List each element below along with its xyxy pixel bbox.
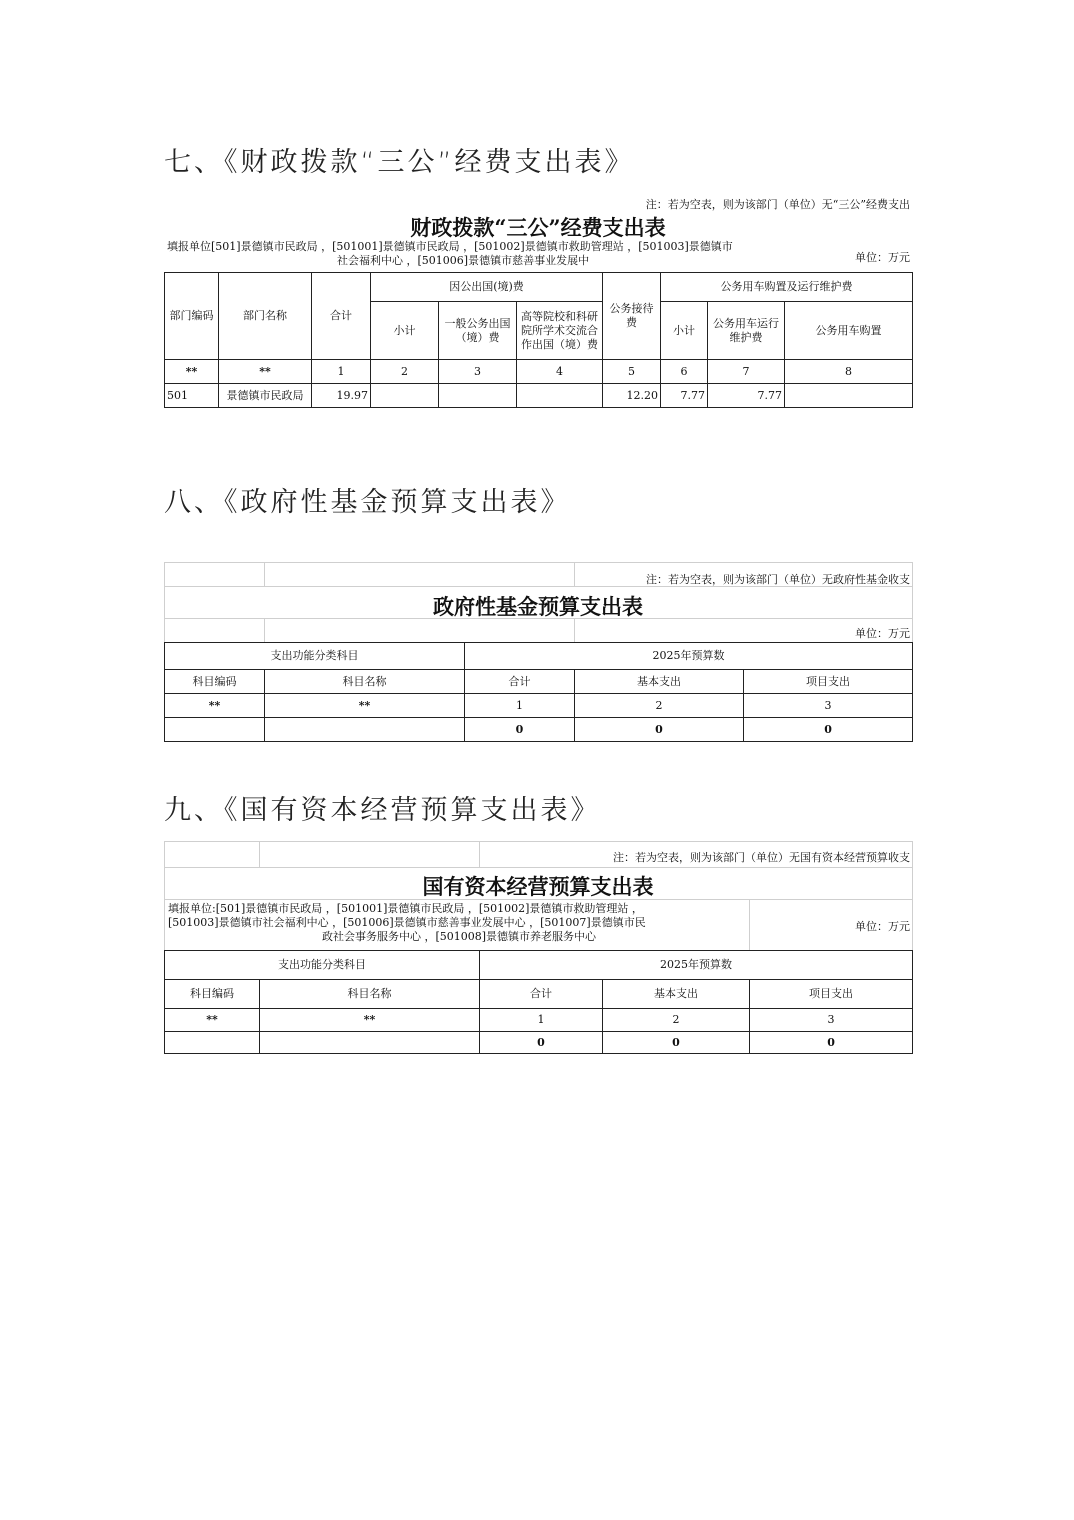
index-cell: 8: [785, 360, 913, 384]
state-capital-table: [164, 950, 913, 1054]
section9-table-title: 国有资本经营预算支出表: [422, 874, 654, 899]
index-cell: **: [260, 1009, 480, 1032]
cell-code: [165, 718, 265, 742]
table-row-index: [165, 1009, 913, 1032]
header-total: 合计: [465, 670, 575, 694]
cell-name: [260, 1032, 480, 1054]
header-project: 项目支出: [750, 980, 913, 1009]
index-cell: 3: [750, 1009, 913, 1032]
index-cell: 1: [312, 360, 371, 384]
header-abroad: 因公出国(境)费: [371, 273, 603, 302]
index-cell: 7: [708, 360, 785, 384]
table-row-index: [165, 694, 913, 718]
index-cell: **: [165, 694, 265, 718]
index-cell: **: [165, 1009, 260, 1032]
cell-project: 0: [744, 718, 913, 742]
index-cell: 2: [371, 360, 439, 384]
section8-table-title: 政府性基金预算支出表: [433, 594, 643, 619]
cell-total: 0: [465, 718, 575, 742]
header-dept-code: 部门编码: [165, 273, 219, 360]
header-reception: 公务接待费: [603, 273, 661, 360]
section7-filler-unit: [167, 240, 787, 268]
index-cell: 1: [480, 1009, 603, 1032]
grid-cell: [260, 842, 480, 868]
index-cell: 5: [603, 360, 661, 384]
cell-dept-name: 景德镇市民政局: [219, 384, 312, 408]
section9-unit: 单位：万元: [855, 920, 910, 933]
index-cell: 2: [575, 694, 744, 718]
section7-table-title: 财政拨款“三公”经费支出表: [410, 215, 666, 240]
section7-filler-line1: 填报单位[501]景德镇市民政局 ，[501001]景德镇市民政局 ，[501002]景德镇市救助管理站 ，[501003]景德镇市: [167, 240, 733, 253]
index-cell: 3: [744, 694, 913, 718]
cell-reception: 12.20: [603, 384, 661, 408]
header-code: 科目编码: [165, 980, 260, 1009]
index-cell: 4: [517, 360, 603, 384]
gov-fund-table: [164, 642, 913, 742]
header-vehicle: 公务用车购置及运行维护费: [661, 273, 913, 302]
grid-cell: [165, 619, 265, 643]
header-budget: 2025年预算数: [465, 643, 913, 670]
grid-cell: [265, 619, 575, 643]
header-basic: 基本支出: [575, 670, 744, 694]
sangong-table: [164, 272, 913, 408]
header-code: 科目编码: [165, 670, 265, 694]
cell-basic: 0: [603, 1032, 750, 1054]
section9-filler-line3: 政社会事务服务中心 ，[501008]景德镇市养老服务中心: [321, 930, 597, 943]
cell-name: [265, 718, 465, 742]
cell-code: [165, 1032, 260, 1054]
cell-subtotal-vehicle: 7.77: [661, 384, 708, 408]
header-total: 合计: [480, 980, 603, 1009]
cell-total: 19.97: [312, 384, 371, 408]
header-vehicle-buy: 公务用车购置: [785, 302, 913, 360]
section9-heading: 九、《国有资本经营预算支出表》: [164, 795, 601, 826]
cell-total: 0: [480, 1032, 603, 1054]
header-project: 项目支出: [744, 670, 913, 694]
header-total: 合计: [312, 273, 371, 360]
cell-project: 0: [750, 1032, 913, 1054]
index-cell: 2: [603, 1009, 750, 1032]
grid-cell: [165, 842, 260, 868]
cell-academic-abroad: [517, 384, 603, 408]
section7-filler-line2: 社会福利中心 ，[501006]景德镇市慈善事业发展中: [337, 254, 590, 267]
header-name: 科目名称: [265, 670, 465, 694]
grid-cell: [265, 563, 575, 587]
section9-filler-line1: 填报单位:[501]景德镇市民政局 ，[501001]景德镇市民政局 ，[501002]景德镇市救助管理站 ，: [168, 902, 643, 915]
table-row: [165, 718, 913, 742]
index-cell: 6: [661, 360, 708, 384]
index-cell: **: [165, 360, 219, 384]
section8-unit: 单位：万元: [855, 627, 910, 640]
index-cell: **: [265, 694, 465, 718]
grid-cell: [165, 563, 265, 587]
index-cell: 3: [439, 360, 517, 384]
section9-filler-line2: [501003]景德镇市社会福利中心 ，[501006]景德镇市慈善事业发展中心 ，[501007]景德镇市民: [168, 916, 646, 929]
header-academic-abroad: 高等院校和科研院所学术交流合作出国（境）费: [517, 302, 603, 360]
header-vehicle-run: 公务用车运行维护费: [708, 302, 785, 360]
section9-note: 注：若为空表，则为该部门（单位）无国有资本经营预算收支: [613, 851, 910, 864]
header-func-class: 支出功能分类科目: [165, 643, 465, 670]
cell-dept-code: 501: [165, 384, 219, 408]
index-cell: 1: [465, 694, 575, 718]
header-budget: 2025年预算数: [480, 951, 913, 980]
header-subtotal-abroad: 小计: [371, 302, 439, 360]
index-cell: **: [219, 360, 312, 384]
header-dept-name: 部门名称: [219, 273, 312, 360]
header-basic: 基本支出: [603, 980, 750, 1009]
cell-vehicle-run: 7.77: [708, 384, 785, 408]
section8-note: 注：若为空表，则为该部门（单位）无政府性基金收支: [646, 573, 910, 586]
cell-basic: 0: [575, 718, 744, 742]
cell-general-abroad: [439, 384, 517, 408]
table-row: [165, 1032, 913, 1054]
table-row: [165, 384, 913, 408]
section7-unit: 单位：万元: [855, 251, 910, 264]
table-row-index: [165, 360, 913, 384]
cell-vehicle-buy: [785, 384, 913, 408]
section7-heading: 七、《财政拨款“三公”经费支出表》: [164, 147, 635, 178]
header-general-abroad: 一般公务出国（境）费: [439, 302, 517, 360]
header-subtotal-vehicle: 小计: [661, 302, 708, 360]
section9-filler-unit: [168, 902, 750, 944]
section7-note: 注：若为空表，则为该部门（单位）无“三公”经费支出: [645, 198, 910, 211]
cell-subtotal-abroad: [371, 384, 439, 408]
section8-heading: 八、《政府性基金预算支出表》: [164, 487, 571, 518]
header-name: 科目名称: [260, 980, 480, 1009]
header-func-class: 支出功能分类科目: [165, 951, 480, 980]
